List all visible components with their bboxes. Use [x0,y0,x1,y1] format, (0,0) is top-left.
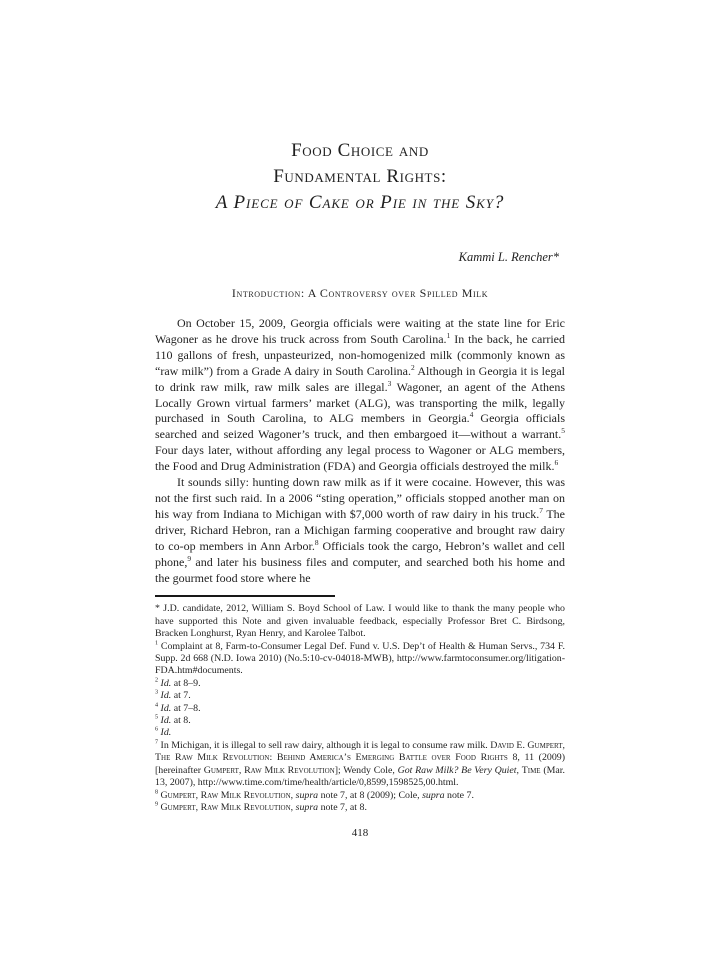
footnote-3: $^3$ Id. at 7. [155,689,191,702]
title-line-3: A Piece of Cake or Pie in the Sky? [215,192,505,213]
footnote-4: $^4$ Id. at 7–8. [155,702,201,714]
title-line-1: Food Choice and [291,140,429,161]
section-heading: Introduction: A Controversy over Spilled Milk [231,286,489,300]
footnote-star: * J.D. candidate, 2012, William S. Boyd School of Law. I would like to thank the many people who have supported this Note and given invaluable feedback, especially Professor Bret C. Birdsong, Bracken Longhurst, Ryan Henry, and Karolee Talbot. [155,603,565,640]
footnote-1: $^1$ Complaint at 8, Farm-to-Consumer Legal Def. Fund v. U.S. Dep’t of Health & Human Servs., 734 F. Supp. 2d 668 (N.D. Iowa 2010) (No.5:10-cv-04018-MWB), http://www.farmtoconsumer.org/litigation-FDA.htm#documents. [155,640,565,677]
footnote-9: $^9$ Gumpert, Raw Milk Revolution, supra note 7, at 8. [155,801,367,813]
title-line-2: Fundamental Rights: [273,166,447,187]
article-title [155,138,565,216]
author-byline: Kammi L. Rencher* [458,250,559,264]
document-page [155,0,565,839]
page-number: 418 [351,827,369,840]
paragraph-2: It sounds silly: hunting down raw milk as if it were cocaine. However, this was not the first such raid. In a 2006 “sting operation,” officials stopped another man on his way from Indiana to Michigan with $7,000 worth of raw dairy in his truck.$^7$ The driver, Richard Hebron, ran a Michigan farming cooperative and brought raw dairy to co-op members in Ann Arbor.$^8$ Officials took the cargo, Hebron’s wallet and cell phone,$^9$ and later his business files and computer, and searched both his home and the gourmet food store where he [155,475,565,585]
article-body [155,316,565,586]
paragraph-1: On October 15, 2009, Georgia officials were waiting at the state line for Eric Wagoner as he drove his truck across from South Carolina.$^1$ In the back, he carried 110 gallons of fresh, unpasteurized, non-homogenized milk (commonly known as “raw milk”) from a Grade A dairy in South Carolina.$^2$ Although in Georgia it is legal to drink raw milk, raw milk sales are illegal.$^3$ Wagoner, an agent of the Athens Locally Grown virtual farmers’ market (ALG), was transporting the milk, legally purchased in South Carolina, to ALG members in Georgia.$^4$ Georgia officials searched and seized Wagoner’s truck, and then embargoed it—without a warrant.$^5$ Four days later, without affording any legal process to Wagoner or ALG members, the Food and Drug Administration (FDA) and Georgia officials destroyed the milk.$^6$ [155,316,565,474]
footnotes-section [155,603,565,814]
footnote-5: $^5$ Id. at 8. [155,714,191,727]
footnote-separator-rule [155,595,335,597]
footnote-6: $^6$ Id. [155,727,172,739]
footnote-2: $^2$ Id. at 8–9. [155,677,201,689]
footnote-7: $^7$ In Michigan, it is illegal to sell raw dairy, although it is legal to consume raw milk. David E. Gumpert, The Raw Milk Revolution: Behind America’s Emerging Battle over Food Rights 8, 11 (2009) [hereinafter Gumpert, Raw Milk Revolution]; Wendy Cole, Got Raw Milk? Be Very Quiet, Time (Mar. 13, 2007), http://www.time.com/time/health/article/0,8599,1598525,00.html. [155,739,565,789]
footnote-8: $^8$ Gumpert, Raw Milk Revolution, supra note 7, at 8 (2009); Cole, supra note 7. [155,789,474,801]
